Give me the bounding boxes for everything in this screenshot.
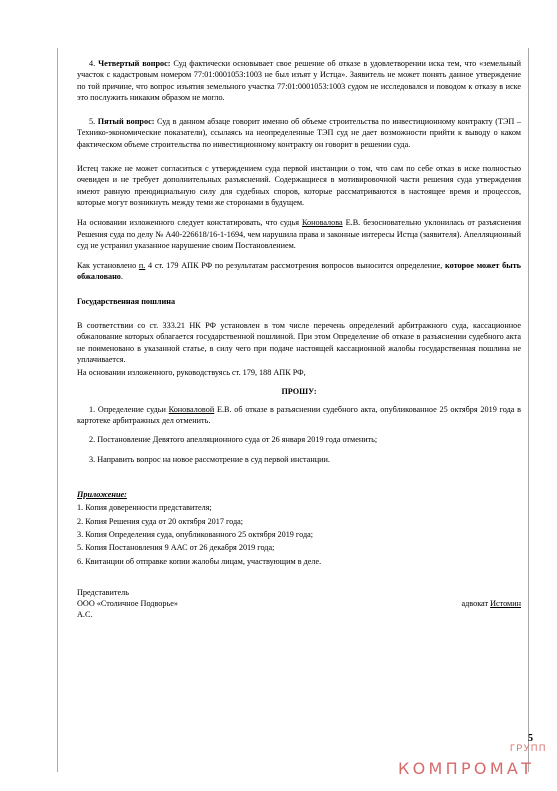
- advocate-initials: А.С.: [77, 610, 93, 620]
- advocate-signature: [461, 598, 521, 609]
- paragraph-basis: На основании изложенного, руководствуясь ст. 179, 188 АПК РФ,: [77, 368, 306, 378]
- watermark-logo: [398, 743, 548, 783]
- paragraph-text: .: [120, 272, 123, 282]
- advocate-label: адвокат: [461, 599, 491, 609]
- request-heading: ПРОШУ:: [281, 386, 317, 396]
- signature-title: Представитель: [77, 587, 129, 597]
- list-number: 5.: [89, 117, 98, 127]
- attachments-title: Приложение:: [77, 490, 127, 500]
- judge-name: Коновалова: [301, 218, 343, 228]
- paragraph-text: Е.В. безосновательно уклонилась от разъяснения Решения суда по делу № А40-226618/16-1-1694, чем нарушила права и законные интересы Истца (заявителя). Апелляционный суд не устранил указанное нарушение своим Постановлением.: [77, 218, 521, 250]
- judge-name: Коноваловой: [168, 404, 215, 414]
- paragraph-plaintiff-disagrees: Истец также не может согласиться с утверждением суда первой инстанции о том, что сам по себе отказ в иске полностью очевиден и не требует дополнительных разъяснений. Содержащиеся в мотивировочной части решения суда утверждения имеют равную преюдициальную силу для судебных споров, которые рассматриваются в настоящее время и процессов, которые могут возникнуть между теми же сторонами в будущем.: [77, 164, 521, 207]
- paragraph-text: Суд в данном абзаце говорит именно об объеме строительства по инвестиционному контракту (ТЭП – Технико-экономические показатели), ссылаясь на неопределенные ТЭП суд не дает возможности прийти к выводу о каком фактическом объеме строительства по инвестиционному контракту он говорит в решении суда.: [77, 117, 521, 149]
- paragraph-text: Как установлено: [77, 261, 139, 271]
- attachment-item: 1. Копия доверенности представителя;: [77, 503, 212, 513]
- attachments-list: [77, 502, 521, 566]
- clause-abbr: п.: [138, 261, 146, 271]
- paragraph-text: На основании изложенного следует констатировать, что судья: [77, 218, 302, 228]
- section-heading-state-duty: Государственная пошлина: [77, 296, 176, 306]
- paragraph-text: Суд фактически основывает свое решение об отказе в удовлетворении иска тем, что «земельный участок с кадастровым номером 77:01:0001053:1003 не был изъят у Истца». Заявитель не может понять данное утверждение по той причине, что вопрос изъятия земельного участка 77:01:0001053:1003 судом не исследовался и поводом к отказу в иске это послужить никаким образом не могло.: [77, 59, 522, 102]
- request-item-3: 3. Направить вопрос на новое рассмотрение в суд первой инстанции.: [89, 454, 330, 464]
- paragraph-text: Е.В. об отказе в разъяснении судебного акта, опубликованное 25 октября 2019 года в картотеке арбитражных дел отменить.: [77, 404, 521, 426]
- bold-phrase: которое может быть обжаловано: [77, 261, 521, 282]
- paragraph-question-5: [77, 116, 521, 150]
- paragraph-state-duty: В соответствии со ст. 333.21 НК РФ установлен в том числе перечень определений арбитражного суда, кассационное обжалование которых облагается государственной пошлиной. При этом Определение об отказе в разъяснении судебного акта не поименовано в указанной статье, в силу чего при подаче настоящей кассационной жалобы государственная пошлина не уплачивается.: [77, 321, 521, 364]
- watermark-small-text: ГРУПП: [510, 743, 547, 753]
- page-number: 5: [528, 733, 533, 744]
- paragraph-text: 4 ст. 179 АПК РФ по результатам рассмотрения вопросов выносится определение,: [145, 261, 445, 271]
- attachment-item: 5. Копия Постановления 9 ААС от 26 декабря 2019 года;: [77, 543, 275, 553]
- request-item-1: [77, 404, 521, 427]
- attachment-item: 3. Копия Определения суда, опубликованного 25 октября 2019 года;: [77, 529, 314, 539]
- paragraph-conclusion: [77, 217, 521, 251]
- attachment-item: 6. Квитанции об отправке копии жалобы лицам, участвующим в деле.: [77, 556, 322, 566]
- advocate-name: Истомин: [490, 599, 521, 609]
- signature-row: [77, 598, 521, 609]
- organization-name: ООО «Столичное Подворье»: [77, 599, 178, 609]
- list-number: 4.: [89, 59, 99, 68]
- document-body: [77, 58, 521, 621]
- request-item-2: 2. Постановление Девятого апелляционного суда от 26 января 2019 года отменить;: [89, 435, 378, 445]
- attachment-item: 2. Копия Решения суда от 20 октября 2017 года;: [77, 516, 244, 526]
- paragraph-text: 1. Определение судьи: [89, 404, 169, 414]
- question-label: Четвертый вопрос:: [98, 59, 171, 68]
- watermark-main-text: КОМПРОМАТ: [398, 759, 535, 778]
- paragraph-established: [77, 260, 521, 283]
- paragraph-question-4: [77, 58, 521, 103]
- question-label: Пятый вопрос:: [97, 117, 155, 127]
